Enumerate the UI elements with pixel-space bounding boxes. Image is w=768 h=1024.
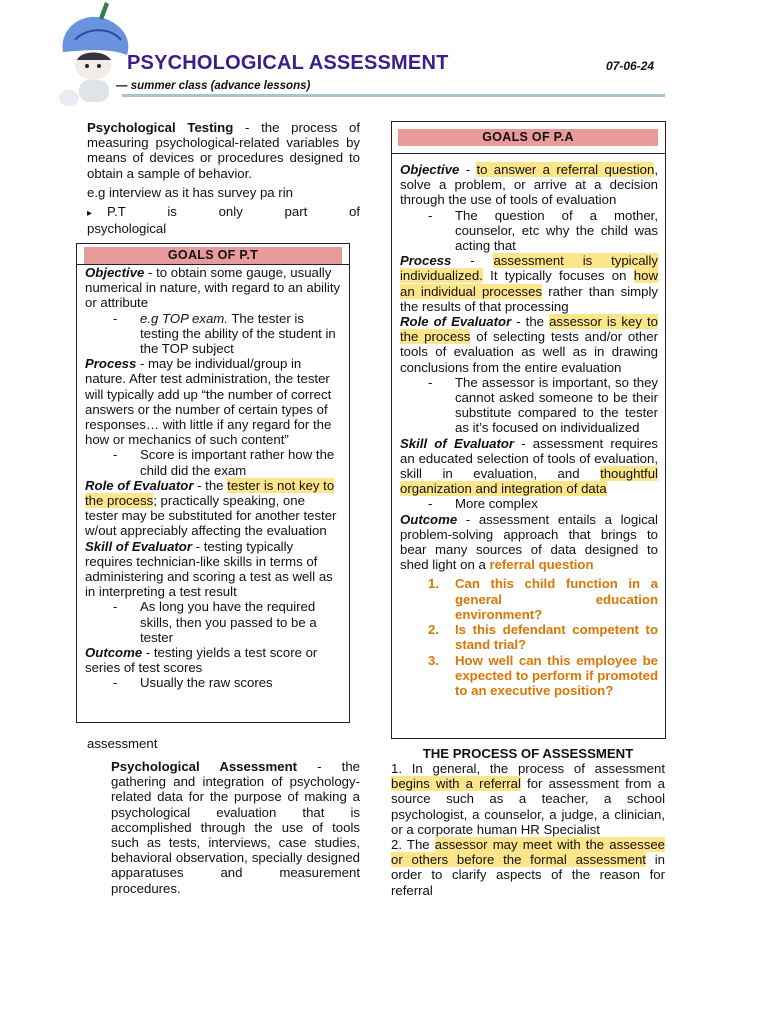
referral-question-term: referral question [489,557,594,573]
pa-skill-note: - More complex [400,496,658,511]
role-text-end: ; practically speaking, one tester may be substituted for another tester w/out appreciably affecting the evaluation [85,493,337,539]
term-label: Psychological Assessment [111,759,298,774]
psychological-assessment-definition [111,759,360,896]
question-text: Can this child function in a general education environment? [455,576,658,622]
question-item [400,653,658,699]
continued-text: assessment [87,736,158,751]
process-step-2 [391,837,665,898]
goals-pa-box [391,121,666,739]
role-label: Role of Evaluator [400,314,512,330]
question-text: Is this defendant competent to stand trial? [455,622,658,653]
bullet-arrow-icon: ▸ [87,208,93,219]
question-item [400,622,658,652]
pa-objective [400,162,658,208]
example-text: e.g interview as it has survey pa rin [87,185,293,200]
highlighted-text: tester is not key to the process [85,477,335,509]
pt-outcome [85,645,341,675]
process-step-1 [391,761,665,837]
pa-process [400,253,658,314]
example-label: e.g TOP exam. [140,310,228,326]
goals-pt-box [76,243,350,723]
objective-text-end: , solve a problem, or arrive at a decision through the use of tools of evaluation [400,162,658,208]
skill-text: - testing typically requires technician-like skills in terms of administering and scoring a test as well as in interpreting a test result [85,538,333,600]
goals-pa-heading: GOALS OF P.A [398,129,658,146]
outcome-label: Outcome [85,645,143,661]
process-text: - may be individual/group in nature. After test administration, the tester will typically add up “the number of correct answers or the number of certain types of responses… with little if any regard for the how or mechanics of such content” [85,356,332,448]
page-date: 07-06-24 [606,59,655,73]
objective-label: Objective [85,265,145,280]
definition-text: - the gathering and integration of psychology-related data for the purpose of making a psychological evaluation that is accomplished through the use of tools such as tests, interviews, case studies, behavioral observation, specially designed apparatuses and measurement procedures. [111,759,360,896]
skill-label: Skill of Evaluator [400,435,515,451]
role-text-start: - the [193,477,228,493]
skill-text: - assessment requires an educated selection of tools of evaluation, skill in evaluation, and [400,435,659,482]
objective-label: Objective [400,162,460,177]
highlighted-text: thoughtful organization and integration of data [400,466,658,497]
highlighted-text: assessor may meet with the assessee or others before the formal assessment [391,837,665,868]
role-label: Role of Evaluator [85,477,194,493]
process-text-end: rather than simply the results of that processing [400,283,658,314]
question-number: 1. [428,576,439,592]
highlighted-text: begins with a referral [391,776,521,792]
process-content [391,761,665,898]
question-number: 2. [428,622,439,638]
goals-pt-content [85,265,341,691]
process-text-middle: It typically focuses on [482,268,634,284]
psychological-testing-definition [87,120,360,181]
goals-pa-content [400,162,658,698]
highlighted-text: assessment is typically individualized. [400,253,658,284]
highlighted-text: assessor is key to the process [400,314,658,345]
skill-label: Skill of Evaluator [85,538,192,554]
question-text: How well can this employee be expected to perform if promoted to an executive position? [455,652,658,698]
pt-skill [85,539,341,600]
pt-process-note: - Score is important rather how the child did the exam [85,447,341,477]
pa-role-note: - The assessor is important, so they cannot asked someone to be their substitute compared to the tester as it’s focused on individualized [400,375,658,436]
example-note [87,185,360,200]
pt-outcome-note: - Usually the raw scores [85,675,341,690]
question-number: 3. [428,652,439,668]
goals-pt-heading: GOALS OF P.T [84,247,342,264]
pa-objective-note: - The question of a mother, counselor, etc why the child was acting that [400,208,658,254]
page-subtitle: — summer class (advance lessons) [116,80,311,92]
step-text-start: 2. The [391,837,435,853]
header-divider [122,94,665,97]
highlighted-text: how an individual processes [400,268,658,299]
pt-role [85,478,341,539]
pt-process [85,356,341,447]
process-label: Process [85,356,137,372]
role-text-end: of selecting tests and/or other tools of evaluation as well as in drawing conclusions from the entire evaluation [400,329,658,375]
objective-text: - to obtain some gauge, usually numerical in nature, with regard to an ability or attribute [85,265,341,311]
bullet-text: P.T is only part of psychological [87,204,360,237]
pa-outcome [400,512,658,573]
pt-objective [85,265,341,311]
pt-skill-note: - As long you have the required skills, then you passed to be a tester [85,599,341,645]
objective-text-start: - [459,162,477,177]
highlighted-text: to answer a referral question [476,162,655,177]
bullet-note [87,204,360,236]
step-text-end: for assessment from a source such as a teacher, a school psychologist, a counselor, a judge, a clinician, or a corporate human HR Specialist [391,776,665,837]
pa-skill [400,436,658,497]
pt-objective-note [85,311,341,357]
page-title: PSYCHOLOGICAL ASSESSMENT [127,52,449,74]
note-text: The tester is testing the ability of the student in the TOP subject [140,310,336,357]
outcome-text: - testing yields a test score or series of test scores [85,645,318,676]
question-item [400,576,658,622]
step-text-start: 1. In general, the process of assessment [391,761,665,776]
outcome-label: Outcome [400,511,458,527]
pa-role [400,314,658,375]
role-text-start: - the [511,314,550,330]
process-label: Process [400,253,452,269]
term-label: Psychological Testing [87,120,234,135]
step-text-end: in order to clarify aspects of the reason for referral [391,852,665,898]
process-text-start: - [451,253,494,269]
definition-text: - the process of measuring psychological-related variables by means of devices or procedures designed to obtain a sample of behavior. [87,120,360,181]
box-divider [392,153,665,154]
outcome-text: - assessment entails a logical problem-solving approach that brings to bear many sources of data designed to shed light on a [400,511,658,573]
process-heading: THE PROCESS OF ASSESSMENT [422,746,634,761]
